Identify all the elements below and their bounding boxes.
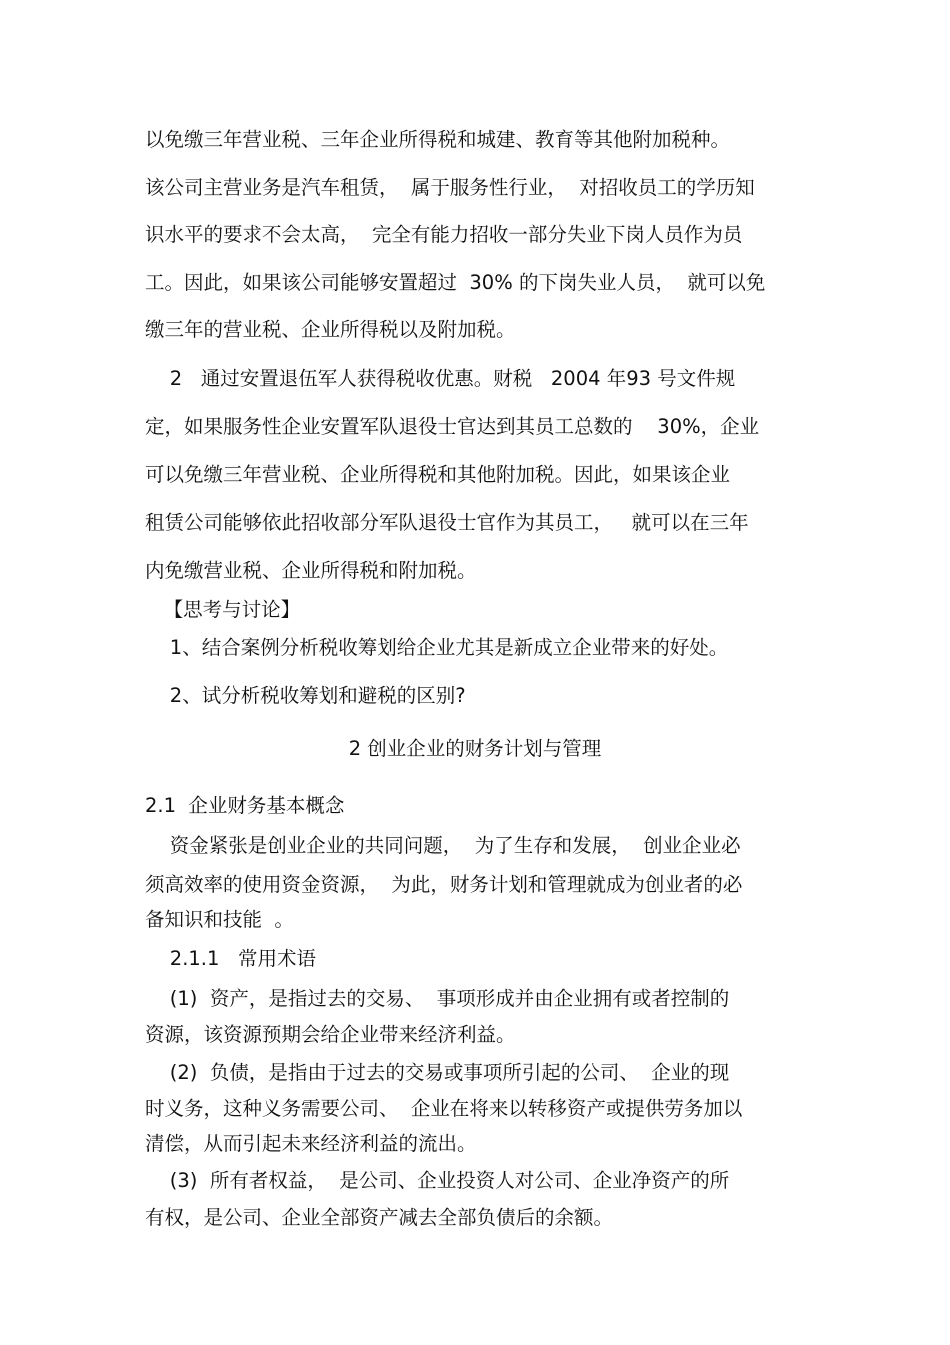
text-line: 定，如果服务性企业安置军队退役士官达到其员工总数的 30%，企业 xyxy=(145,415,760,438)
section-heading: 【思考与讨论】 xyxy=(145,598,301,621)
text-line: 时义务，这种义务需要公司、 企业在将来以转移资产或提供劳务加以 xyxy=(145,1097,743,1120)
section-title: 2.1 企业财务基本概念 xyxy=(145,794,345,817)
text-line: 工。因此，如果该公司能够安置超过 30% 的下岗失业人员， 就可以免 xyxy=(145,271,766,294)
text-line: 以免缴三年营业税、三年企业所得税和城建、教育等其他附加税种。 xyxy=(145,128,731,151)
text-line: 该公司主营业务是汽车租赁， 属于服务性行业， 对招收员工的学历知 xyxy=(145,176,755,199)
text-line: 识水平的要求不会太高， 完全有能力招收一部分失业下岗人员作为员 xyxy=(145,223,743,246)
chapter-title: 2 创业企业的财务计划与管理 xyxy=(348,737,602,760)
text-line: 须高效率的使用资金资源， 为此，财务计划和管理就成为创业者的必 xyxy=(145,873,743,896)
subsection-title: 2.1.1 常用术语 xyxy=(145,947,317,970)
discussion-question: 1、结合案例分析税收筹划给企业尤其是新成立企业带来的好处。 xyxy=(145,636,729,659)
text-line: 2 通过安置退伍军人获得税收优惠。财税 2004 年93 号文件规 xyxy=(145,367,736,390)
term-item: (2) 负债，是指由于过去的交易或事项所引起的公司、 企业的现 xyxy=(145,1061,730,1084)
text-line: 内免缴营业税、企业所得税和附加税。 xyxy=(145,559,477,582)
discussion-question: 2、试分析税收筹划和避税的区别? xyxy=(145,684,466,707)
text-line: 缴三年的营业税、企业所得税以及附加税。 xyxy=(145,318,516,341)
text-line: 有权，是公司、企业全部资产减去全部负债后的余额。 xyxy=(145,1206,614,1229)
text-line: 资源，该资源预期会给企业带来经济利益。 xyxy=(145,1023,516,1046)
term-item: (1) 资产，是指过去的交易、 事项形成并由企业拥有或者控制的 xyxy=(145,987,730,1010)
text-line: 租赁公司能够依此招收部分军队退役士官作为其员工， 就可以在三年 xyxy=(145,511,749,534)
text-line: 备知识和技能 。 xyxy=(145,908,294,931)
text-line: 可以免缴三年营业税、企业所得税和其他附加税。因此，如果该企业 xyxy=(145,463,731,486)
text-line: 资金紧张是创业企业的共同问题， 为了生存和发展， 创业企业必 xyxy=(145,834,741,857)
text-line: 清偿，从而引起未来经济利益的流出。 xyxy=(145,1132,477,1155)
term-item: (3) 所有者权益， 是公司、企业投资人对公司、企业净资产的所 xyxy=(145,1169,730,1192)
